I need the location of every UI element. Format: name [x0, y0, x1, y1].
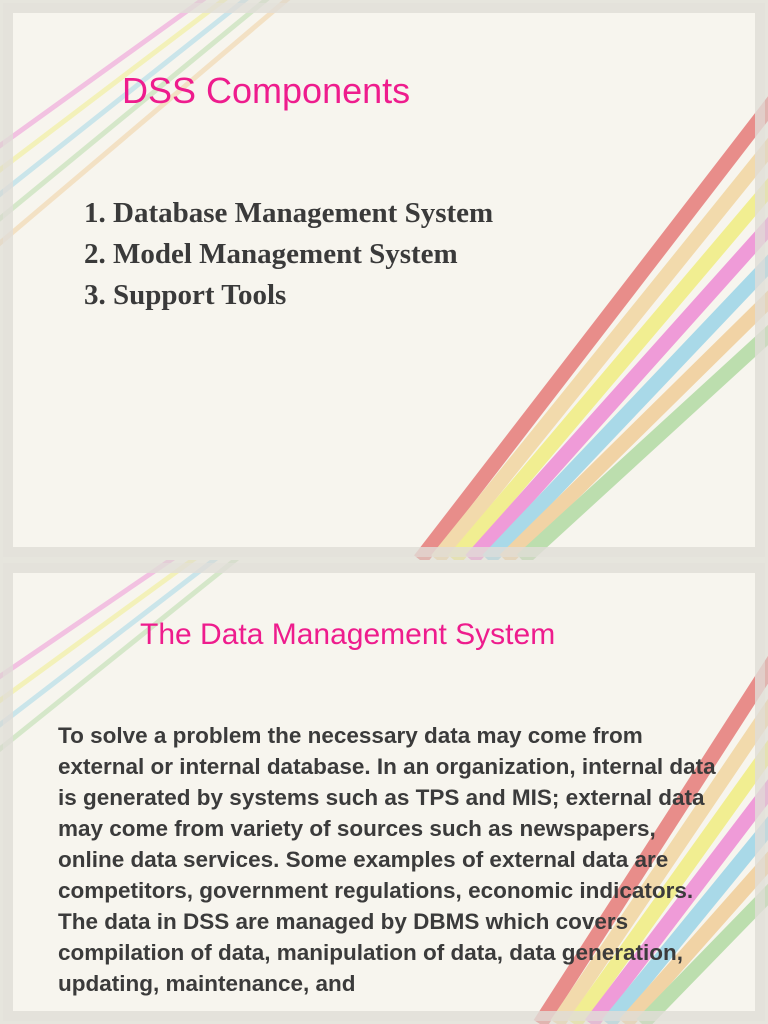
slide-data-management-system: [0, 560, 768, 1024]
slide-title: DSS Components: [122, 70, 411, 111]
list-item-database-management: 1. Database Management System: [84, 197, 494, 229]
component-list: [84, 194, 493, 317]
list-item-model-management: 2. Model Management System: [84, 238, 458, 270]
body-paragraph: To solve a problem the necessary data may come from external or internal database. In an organization, internal data is generated by systems such as TPS and MIS; external data may come from variety of sources such as newspapers, online data services. Some examples of external data are competitors, government regulations, economic indicators. The data in DSS are managed by DBMS which covers compilation of data, manipulation of data, data generation, updating, maintenance, and: [58, 723, 716, 996]
list-item-support-tools: 3. Support Tools: [84, 279, 287, 311]
slide-title: The Data Management System: [140, 618, 556, 651]
